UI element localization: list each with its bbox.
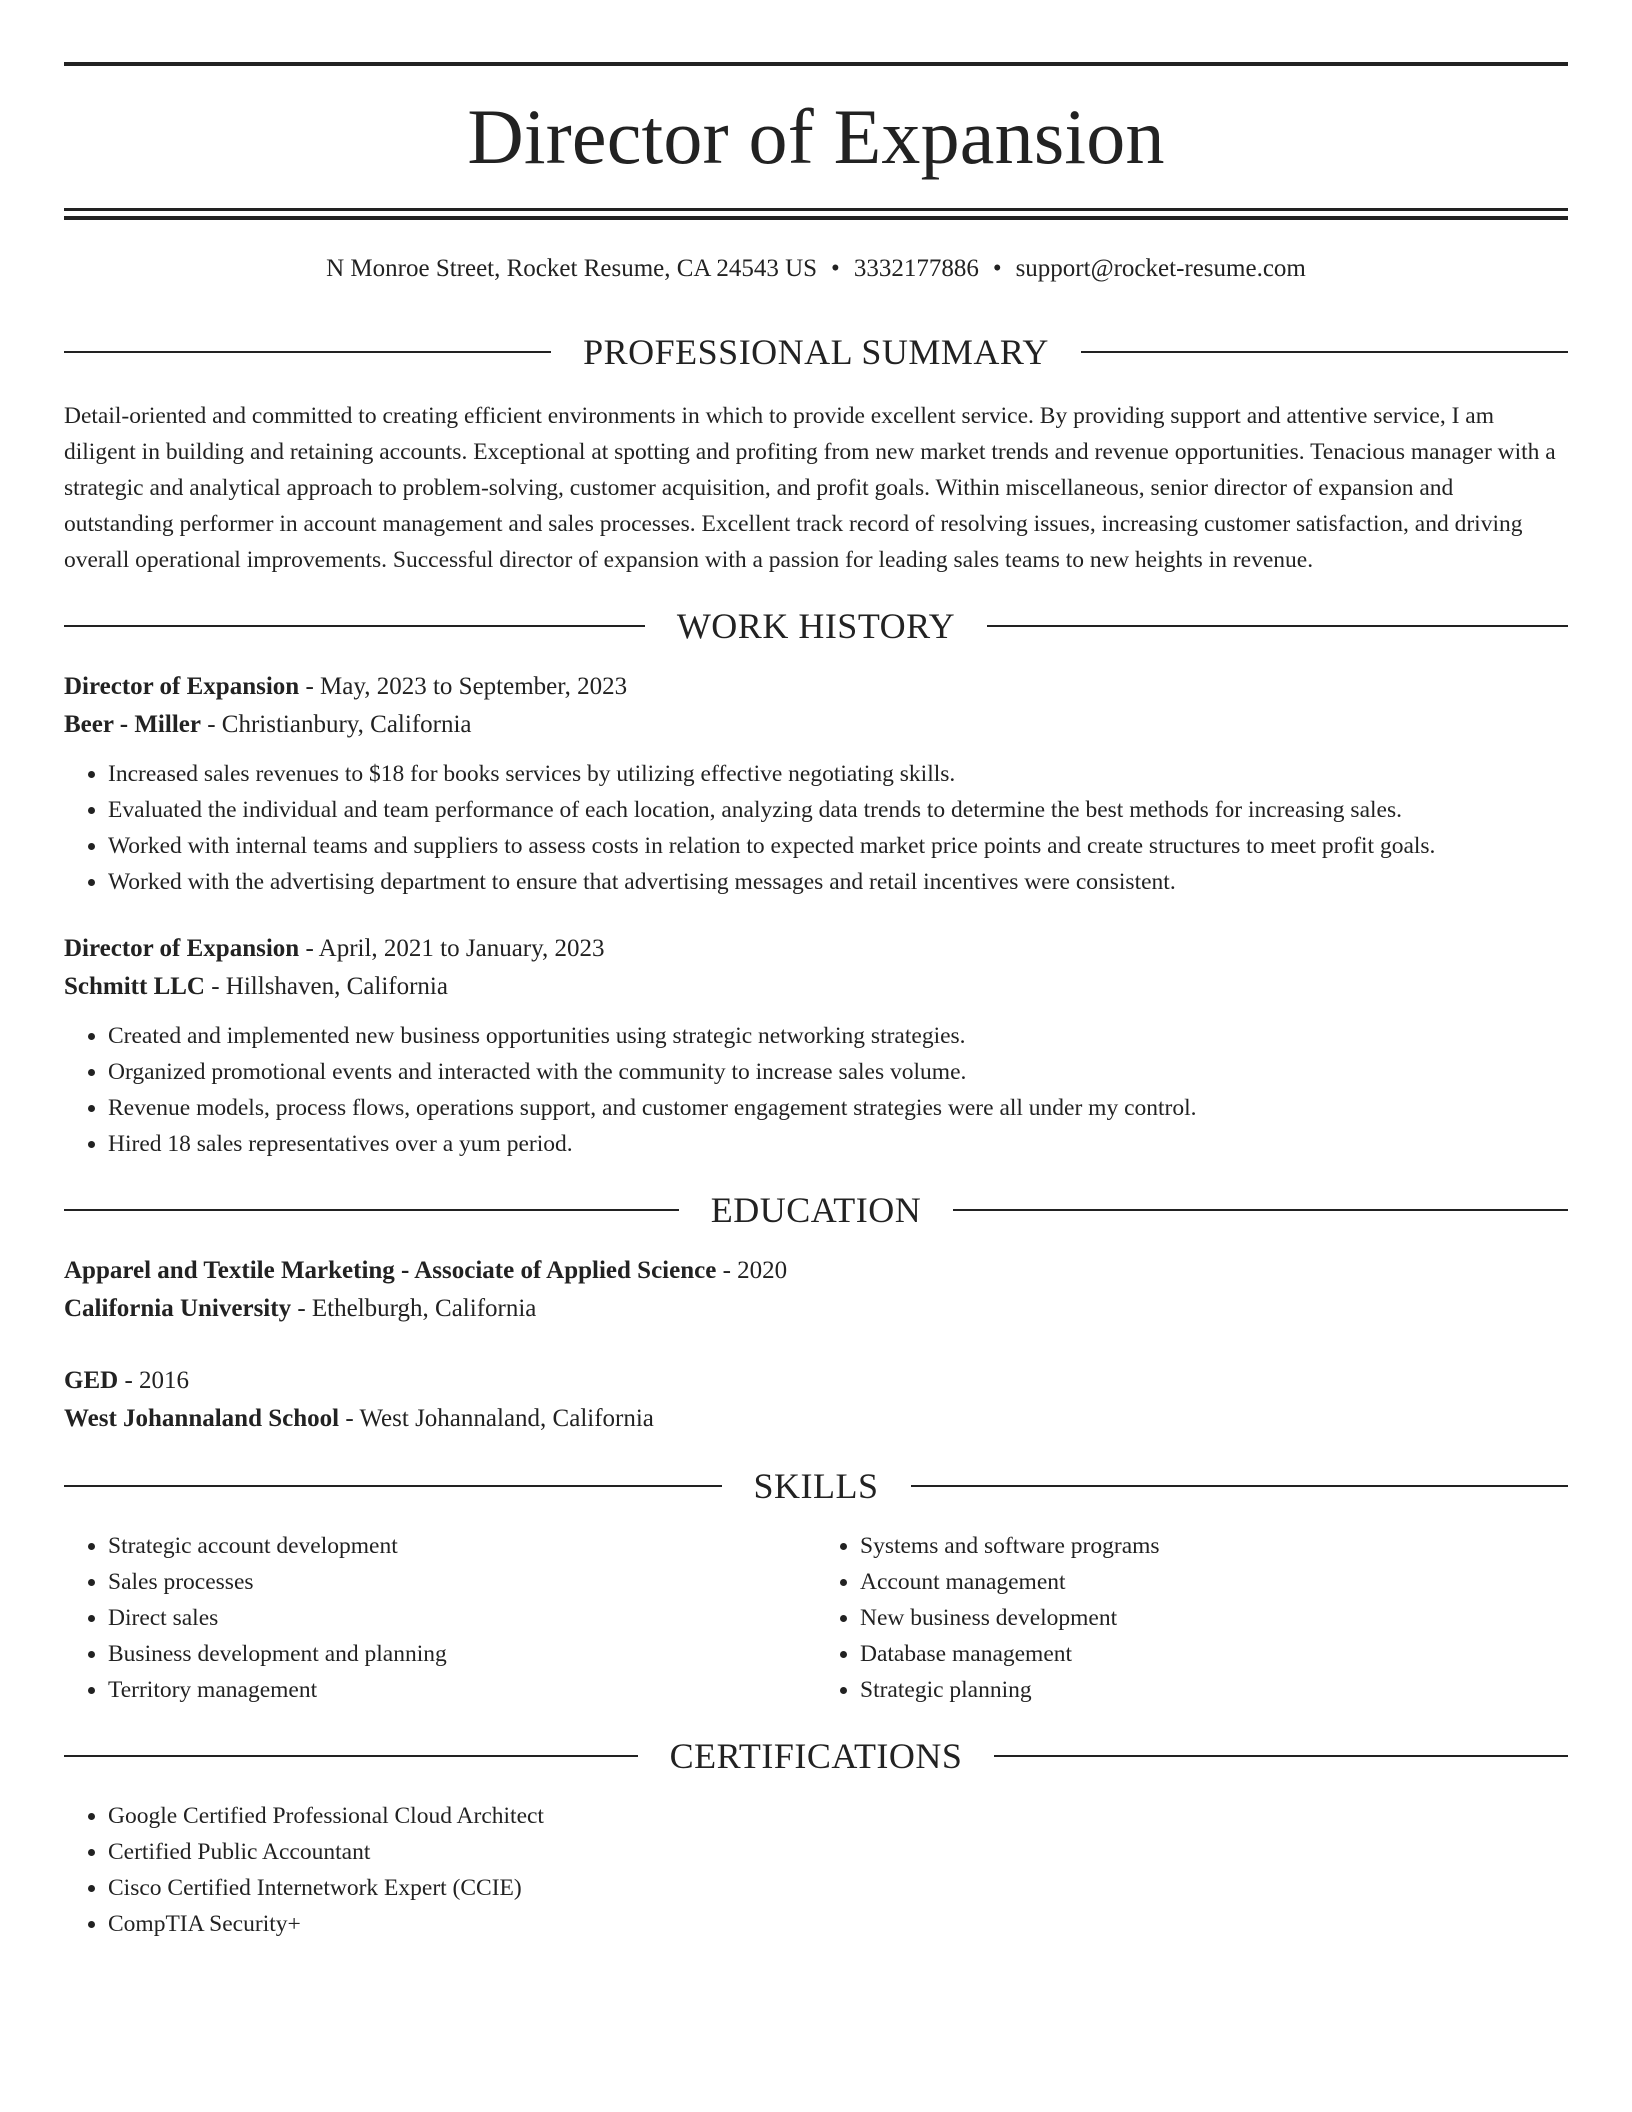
heading-rule-right <box>987 625 1568 627</box>
job-dates: - May, 2023 to September, 2023 <box>305 673 628 700</box>
summary-heading: PROFESSIONAL SUMMARY <box>583 332 1049 372</box>
certification-item: • CompTIA Security+ <box>108 1906 1568 1942</box>
contact-phone: 3332177886 <box>853 255 979 282</box>
job-bullet: • Hired 18 sales representatives over a yum period. <box>108 1126 1568 1162</box>
education-list <box>64 1252 1568 1438</box>
contact-separator: • <box>992 255 1002 282</box>
certification-item: • Cisco Certified Internetwork Expert (CCIE) <box>108 1870 1568 1906</box>
job-bullet: • Worked with the advertising department to ensure that advertising messages and retail incentives were consistent. <box>108 864 1568 900</box>
heading-rule-left <box>64 1209 679 1211</box>
skill-item: • New business development <box>860 1600 1568 1636</box>
heading-rule-left <box>64 351 551 353</box>
job-entry <box>64 668 1568 900</box>
section-heading-summary <box>64 334 1568 370</box>
heading-rule-right <box>911 1485 1569 1487</box>
section-heading-work <box>64 608 1568 644</box>
contact-address: N Monroe Street, Rocket Resume, CA 24543 US <box>326 255 818 282</box>
skills-columns <box>64 1528 1568 1708</box>
skill-item: • Business development and planning <box>108 1636 816 1672</box>
education-school-line <box>64 1290 1568 1328</box>
job-company: Beer - Miller <box>64 711 201 738</box>
title-double-rule <box>64 208 1568 220</box>
job-bullet: • Evaluated the individual and team performance of each location, analyzing data trends to determine the best methods for increasing sales. <box>108 792 1568 828</box>
section-heading-skills <box>64 1468 1568 1504</box>
job-bullet: • Created and implemented new business opportunities using strategic networking strategies. <box>108 1018 1568 1054</box>
skill-item: • Direct sales <box>108 1600 816 1636</box>
job-entry <box>64 930 1568 1162</box>
education-location: - Ethelburgh, California <box>297 1295 537 1322</box>
certifications-list <box>64 1798 1568 1942</box>
skills-list-right <box>816 1528 1568 1708</box>
heading-rule-left <box>64 625 645 627</box>
section-heading-education <box>64 1192 1568 1228</box>
job-title: Director of Expansion <box>64 935 300 962</box>
work-list <box>64 668 1568 1162</box>
job-bullet: • Increased sales revenues to $18 for books services by utilizing effective negotiating skills. <box>108 756 1568 792</box>
job-title-line <box>64 668 1568 706</box>
heading-rule-right <box>994 1755 1568 1757</box>
certification-item: • Certified Public Accountant <box>108 1834 1568 1870</box>
education-degree: Apparel and Textile Marketing - Associate of Applied Science <box>64 1257 717 1284</box>
skill-item: • Strategic account development <box>108 1528 816 1564</box>
job-location: - Hillshaven, California <box>211 973 448 1000</box>
education-heading: EDUCATION <box>710 1190 922 1230</box>
education-school: West Johannaland School <box>64 1405 340 1432</box>
certifications-heading: CERTIFICATIONS <box>669 1736 963 1776</box>
job-bullets <box>64 756 1568 900</box>
contact-line <box>64 254 1568 284</box>
education-year: - 2020 <box>722 1257 788 1284</box>
job-bullet: • Organized promotional events and interacted with the community to increase sales volume. <box>108 1054 1568 1090</box>
job-title-line <box>64 930 1568 968</box>
education-year: - 2016 <box>124 1367 190 1394</box>
education-location: - West Johannaland, California <box>345 1405 654 1432</box>
contact-separator: • <box>831 255 840 282</box>
skills-list-left <box>64 1528 816 1708</box>
heading-rule-right <box>953 1209 1568 1211</box>
job-bullets <box>64 1018 1568 1162</box>
job-company: Schmitt LLC <box>64 973 205 1000</box>
heading-rule-left <box>64 1485 722 1487</box>
top-rule <box>64 62 1568 66</box>
education-school-line <box>64 1400 1568 1438</box>
contact-email: support@rocket-resume.com <box>1015 255 1306 282</box>
summary-text: Detail-oriented and committed to creating efficient environments in which to provide excellent service. By providing support and attentive service, I am diligent in building and retaining accounts. Exceptional at spotting and profiting from new market trends and revenue opportunities. Tenacious manager with a strategic and analytical approach to problem-solving, customer acquisition, and profit goals. Within miscellaneous, senior director of expansion and outstanding performer in account management and sales processes. Excellent track record of resolving issues, increasing customer satisfaction, and driving overall operational improvements. Successful director of expansion with a passion for leading sales teams to new heights in revenue. <box>64 403 1556 573</box>
skill-item: • Account management <box>860 1564 1568 1600</box>
job-company-line <box>64 968 1568 1006</box>
section-heading-certifications <box>64 1738 1568 1774</box>
certification-item: • Google Certified Professional Cloud Architect <box>108 1798 1568 1834</box>
education-degree-line <box>64 1362 1568 1400</box>
skill-item: • Sales processes <box>108 1564 816 1600</box>
job-title: Director of Expansion <box>64 673 300 700</box>
resume-title: Director of Expansion <box>467 93 1165 180</box>
education-school: California University <box>64 1295 292 1322</box>
skills-heading: SKILLS <box>753 1466 879 1506</box>
heading-rule-left <box>64 1755 638 1757</box>
job-dates: - April, 2021 to January, 2023 <box>305 935 605 962</box>
skill-item: • Database management <box>860 1636 1568 1672</box>
education-degree: GED <box>64 1367 119 1394</box>
skill-item: • Systems and software programs <box>860 1528 1568 1564</box>
job-bullet: • Revenue models, process flows, operations support, and customer engagement strategies were all under my control. <box>108 1090 1568 1126</box>
job-company-line <box>64 706 1568 744</box>
skill-item: • Territory management <box>108 1672 816 1708</box>
heading-rule-right <box>1081 351 1568 353</box>
education-degree-line <box>64 1252 1568 1290</box>
work-heading: WORK HISTORY <box>676 606 956 646</box>
education-entry <box>64 1252 1568 1328</box>
job-location: - Christianbury, California <box>207 711 472 738</box>
job-bullet: • Worked with internal teams and suppliers to assess costs in relation to expected market price points and create structures to meet profit goals. <box>108 828 1568 864</box>
education-entry <box>64 1362 1568 1438</box>
skill-item: • Strategic planning <box>860 1672 1568 1708</box>
